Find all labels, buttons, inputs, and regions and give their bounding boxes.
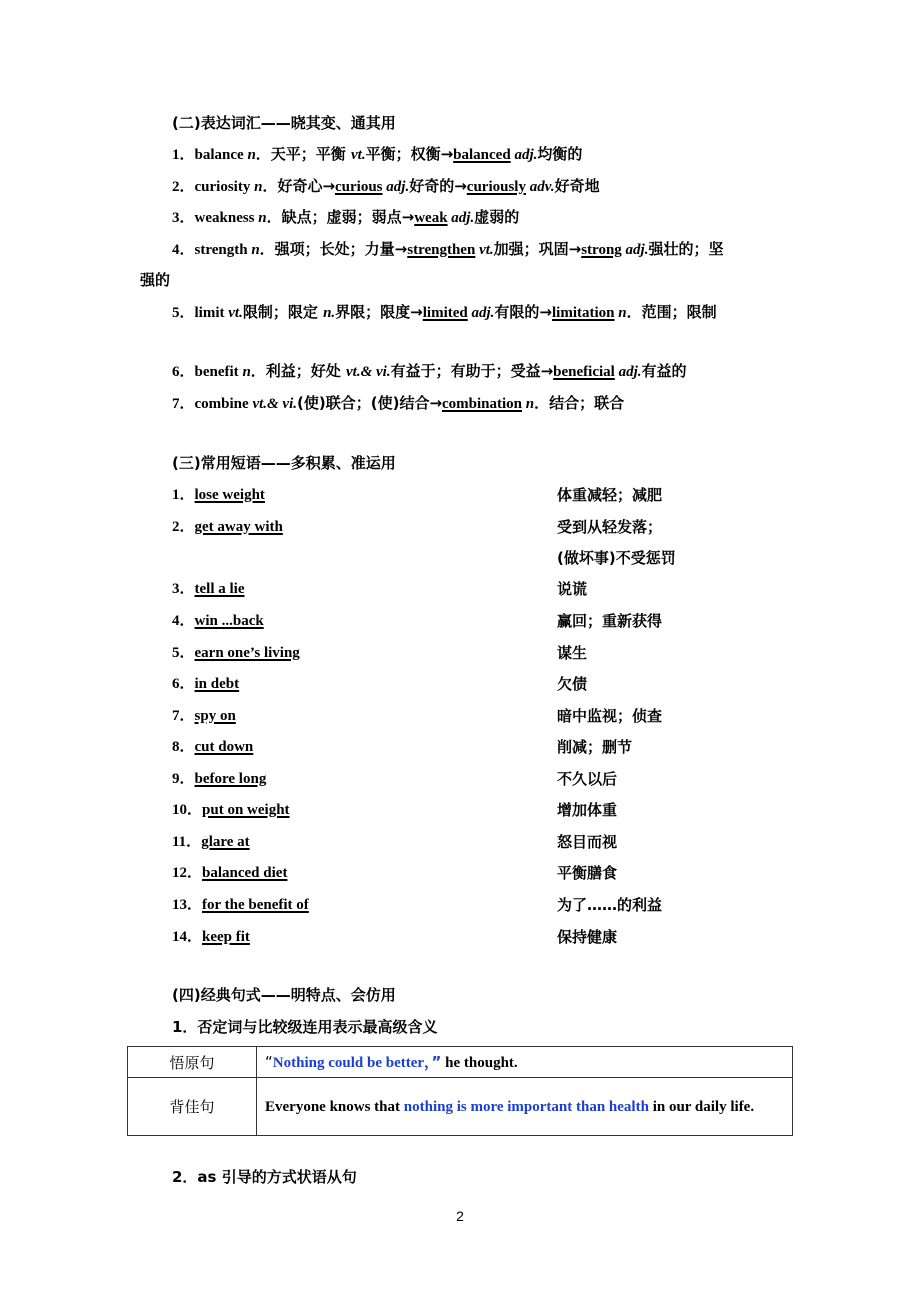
pos: n bbox=[251, 242, 260, 258]
meaning: ．强项；长处；力量→ bbox=[259, 240, 408, 258]
model-sentence: Everyone knows that nothing is more important than health in our daily life. bbox=[257, 1078, 793, 1136]
vocab-item-benefit bbox=[172, 361, 687, 382]
pos: adj. bbox=[467, 305, 495, 321]
phrase-number: 7． bbox=[172, 708, 195, 724]
item-number: 4． bbox=[172, 242, 195, 258]
phrase-number: 3． bbox=[172, 581, 195, 597]
phrase-number: 12． bbox=[172, 865, 203, 881]
derived-word: beneficial bbox=[553, 364, 615, 380]
phrase-number: 14． bbox=[172, 929, 203, 945]
pos: n bbox=[258, 210, 267, 226]
original-sentence: “Nothing could be better，” he thought. bbox=[257, 1047, 793, 1078]
phrase-item bbox=[172, 674, 239, 694]
phrase-item bbox=[172, 706, 236, 726]
pos: adv. bbox=[525, 179, 555, 195]
phrase-item bbox=[172, 832, 250, 852]
phrase-number: 6． bbox=[172, 676, 195, 692]
item-number: 5． bbox=[172, 305, 195, 321]
vocab-item-curiosity bbox=[172, 176, 600, 197]
item-number: 6． bbox=[172, 364, 195, 380]
pos: n bbox=[614, 305, 627, 321]
label-model-sentence: 背佳句 bbox=[128, 1078, 257, 1136]
meaning: (使)联合；(使)结合→ bbox=[297, 394, 443, 412]
derived-word: balanced bbox=[453, 147, 511, 163]
headword: limit bbox=[194, 305, 229, 321]
phrase-meaning: 怒目而视 bbox=[557, 833, 618, 851]
phrase-number: 1． bbox=[172, 487, 195, 503]
item-number: 7． bbox=[172, 396, 195, 412]
phrase-meaning-line2: (做坏事)不受惩罚 bbox=[557, 549, 676, 567]
pos: adj. bbox=[447, 210, 475, 226]
label-original-sentence: 悟原句 bbox=[128, 1047, 257, 1078]
phrase-item bbox=[172, 737, 253, 757]
phrase-meaning: 说谎 bbox=[557, 580, 588, 598]
meaning: 有益于；有助于；受益→ bbox=[390, 362, 554, 380]
phrase-text: keep fit bbox=[202, 929, 250, 945]
section3-heading: (三)常用短语——多积累、准运用 bbox=[172, 454, 396, 472]
meaning: 虚弱的 bbox=[474, 208, 520, 226]
phrase-item bbox=[172, 485, 265, 505]
section4-heading: (四)经典句式——明特点、会仿用 bbox=[172, 986, 396, 1004]
table-row-original bbox=[128, 1047, 793, 1078]
meaning: ．结合；联合 bbox=[534, 394, 625, 412]
phrase-text: glare at bbox=[201, 834, 250, 850]
phrase-text: for the benefit of bbox=[202, 897, 309, 913]
phrase-text: win ...back bbox=[194, 613, 264, 629]
phrase-item bbox=[172, 643, 300, 663]
phrase-number: 13． bbox=[172, 897, 203, 913]
meaning: ．范围；限制 bbox=[626, 303, 717, 321]
phrase-text: lose weight bbox=[194, 487, 265, 503]
section2-heading: (二)表达词汇——晓其变、通其用 bbox=[172, 114, 396, 132]
item-number: 3． bbox=[172, 210, 195, 226]
meaning: 好奇地 bbox=[554, 177, 600, 195]
phrase-text: tell a lie bbox=[194, 581, 245, 597]
table-row-imitation bbox=[128, 1078, 793, 1136]
derived-word: curiously bbox=[466, 179, 526, 195]
meaning: 强壮的；坚 bbox=[648, 240, 724, 258]
vocab-item-combine bbox=[172, 393, 624, 414]
pos: adj. bbox=[621, 242, 649, 258]
headword: strength bbox=[194, 242, 252, 258]
headword: combine bbox=[194, 396, 253, 412]
vocab-item-balance bbox=[172, 144, 582, 165]
meaning: 界限；限度→ bbox=[335, 303, 423, 321]
phrase-item bbox=[172, 927, 250, 947]
phrase-item bbox=[172, 611, 264, 631]
phrase-meaning: 赢回；重新获得 bbox=[557, 612, 663, 630]
pos: vt. bbox=[351, 147, 366, 163]
phrase-number: 5． bbox=[172, 645, 195, 661]
meaning: 有益的 bbox=[641, 362, 687, 380]
meaning: 限制；限定 bbox=[242, 303, 324, 321]
meaning: 平衡；权衡→ bbox=[365, 145, 454, 163]
pos: adj. bbox=[614, 364, 642, 380]
phrase-meaning: 保持健康 bbox=[557, 928, 618, 946]
meaning: 加强；巩固→ bbox=[493, 240, 582, 258]
vocab-item-strength bbox=[172, 239, 723, 260]
sentence-comparison-table bbox=[127, 1046, 793, 1136]
headword: curiosity bbox=[194, 179, 255, 195]
phrase-number: 8． bbox=[172, 739, 195, 755]
phrase-text: put on weight bbox=[202, 802, 290, 818]
phrase-number: 4． bbox=[172, 613, 195, 629]
phrase-text: before long bbox=[194, 771, 267, 787]
phrase-number: 9． bbox=[172, 771, 195, 787]
meaning: ．利益；好处 bbox=[250, 362, 347, 380]
phrase-meaning: 增加体重 bbox=[557, 801, 618, 819]
phrase-item bbox=[172, 800, 290, 820]
phrase-item bbox=[172, 517, 283, 537]
pos: vt. bbox=[475, 242, 494, 258]
item-number: 1． bbox=[172, 147, 195, 163]
meaning: 好奇的→ bbox=[409, 177, 467, 195]
phrase-text: cut down bbox=[194, 739, 254, 755]
phrase-item bbox=[172, 863, 287, 883]
vocab-item-weakness bbox=[172, 207, 519, 228]
derived-word: limitation bbox=[552, 305, 615, 321]
subsection-2-title: 2．as 引导的方式状语从句 bbox=[172, 1168, 357, 1186]
highlight-text: Nothing could be better bbox=[272, 1054, 425, 1071]
subsection-1-title: 1．否定词与比较级连用表示最高级含义 bbox=[172, 1018, 438, 1036]
phrase-meaning: 削减；删节 bbox=[557, 738, 633, 756]
phrase-text: balanced diet bbox=[202, 865, 288, 881]
derived-word: curious bbox=[335, 179, 383, 195]
phrase-meaning: 欠债 bbox=[557, 675, 588, 693]
phrase-meaning: 暗中监视；侦查 bbox=[557, 707, 663, 725]
phrase-item bbox=[172, 579, 245, 599]
meaning: ．缺点；虚弱；弱点→ bbox=[266, 208, 415, 226]
pos: n bbox=[522, 396, 535, 412]
headword: weakness bbox=[194, 210, 259, 226]
phrase-number: 2． bbox=[172, 519, 195, 535]
derived-word: weak bbox=[414, 210, 448, 226]
vocab-item-strength-continued: 强的 bbox=[140, 271, 171, 289]
phrase-item bbox=[172, 895, 309, 915]
pos: n bbox=[247, 147, 256, 163]
phrase-text: in debt bbox=[194, 676, 240, 692]
meaning: 有限的→ bbox=[494, 303, 552, 321]
meaning: 均衡的 bbox=[537, 145, 583, 163]
pos: adj. bbox=[510, 147, 538, 163]
headword: balance bbox=[194, 147, 248, 163]
phrase-number: 11． bbox=[172, 834, 202, 850]
meaning: ．好奇心→ bbox=[262, 177, 336, 195]
pos: vt.& vi. bbox=[252, 396, 298, 412]
pos: n bbox=[242, 364, 251, 380]
phrase-meaning: 体重减轻；减肥 bbox=[557, 486, 663, 504]
phrase-meaning: 不久以后 bbox=[557, 770, 618, 788]
phrase-meaning: 谋生 bbox=[557, 644, 588, 662]
phrase-meaning: 平衡膳食 bbox=[557, 864, 618, 882]
highlight-text: nothing is more important than health bbox=[403, 1098, 649, 1115]
derived-word: strengthen bbox=[407, 242, 476, 258]
item-number: 2． bbox=[172, 179, 195, 195]
derived-word: strong bbox=[581, 242, 622, 258]
phrase-text: earn one’s living bbox=[194, 645, 300, 661]
phrase-number: 10． bbox=[172, 802, 203, 818]
derived-word: limited bbox=[422, 305, 468, 321]
meaning: ．天平；平衡 bbox=[255, 145, 352, 163]
phrase-text: get away with bbox=[194, 519, 283, 535]
phrase-meaning: 为了……的利益 bbox=[557, 896, 663, 914]
phrase-meaning: 受到从轻发落； bbox=[557, 518, 663, 536]
derived-word: combination bbox=[442, 396, 523, 412]
pos: n. bbox=[323, 305, 336, 321]
phrase-item bbox=[172, 769, 266, 789]
phrase-text: spy on bbox=[194, 708, 236, 724]
pos: adj. bbox=[382, 179, 410, 195]
pos: n bbox=[254, 179, 263, 195]
vocab-item-limit bbox=[172, 302, 717, 323]
page-number: 2 bbox=[456, 1208, 464, 1224]
pos: vt. bbox=[228, 305, 243, 321]
headword: benefit bbox=[194, 364, 243, 380]
pos: vt.& vi. bbox=[346, 364, 391, 380]
